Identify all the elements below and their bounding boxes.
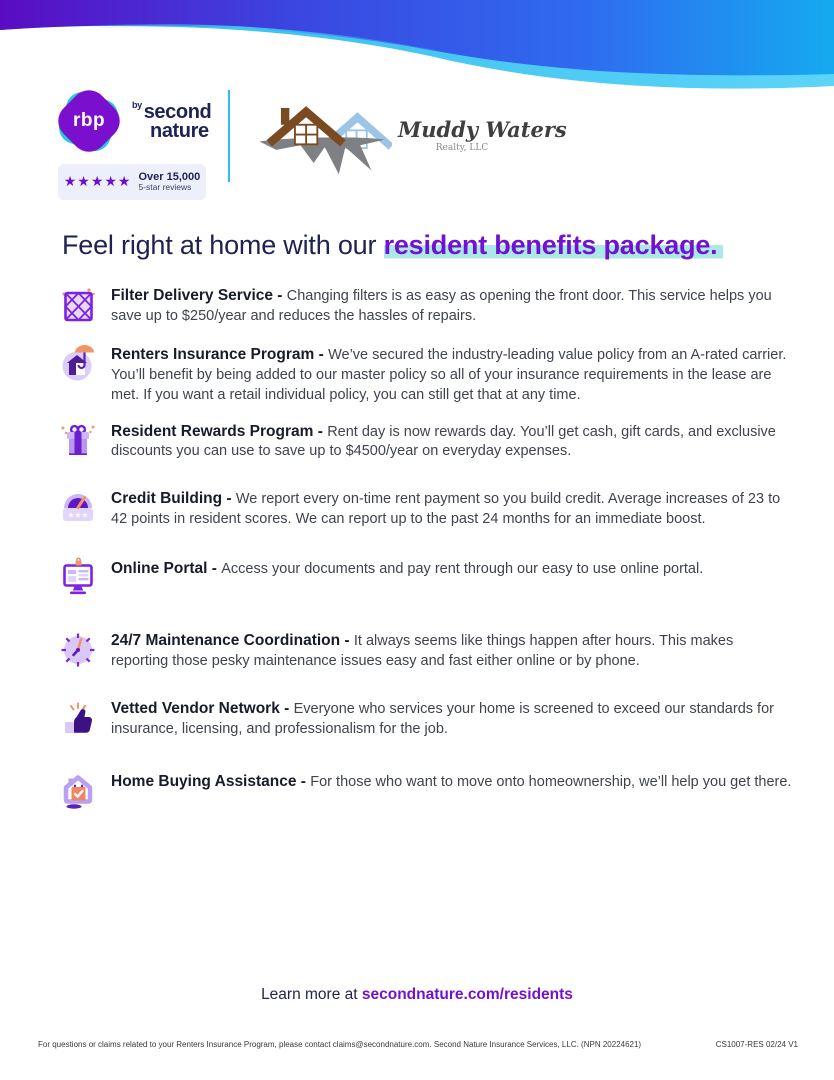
- benefit-title: Resident Rewards Program -: [111, 422, 328, 440]
- doc-code: CS1007-RES 02/24 V1: [715, 1040, 798, 1049]
- partner-subname: Realty, LLC: [435, 143, 489, 153]
- benefit-description: Changing filters is as easy as opening the front door. This service helps you save up to $250/year and reduces the hassles of repairs.: [111, 288, 772, 324]
- benefit-text: [111, 629, 794, 671]
- credit-gauge-icon: [58, 487, 98, 527]
- reviews-caption: 5-star reviews: [138, 182, 192, 193]
- benefit-text: [111, 697, 794, 739]
- benefit-text: [111, 487, 794, 529]
- benefit-title: Online Portal -: [111, 560, 222, 578]
- headline-highlight: resident benefits package.: [384, 230, 724, 260]
- reviews-count: Over 15,000: [138, 171, 201, 184]
- rbp-mark-icon: [58, 90, 120, 152]
- filter-icon: [58, 284, 98, 324]
- brand-line1: second: [143, 101, 212, 123]
- svg-text:★: ★: [81, 510, 89, 520]
- insurance-disclaimer: For questions or claims related to your Renters Insurance Program, please contact claims@secondnature.com. Second Nature Insurance Services, LLC. (NPN 20224621): [38, 1040, 642, 1049]
- benefit-title: Vetted Vendor Network -: [111, 699, 294, 717]
- logo-divider: [228, 90, 230, 182]
- header-wave-banner: [0, 0, 834, 100]
- learn-more-prefix: Learn more at: [261, 986, 362, 1003]
- benefit-online-portal: [58, 557, 794, 597]
- muddy-waters-houses-icon: [252, 88, 392, 182]
- umbrella-house-icon: [58, 343, 98, 383]
- svg-text:★: ★: [74, 510, 82, 520]
- benefit-description: We report every on-time rent payment so you build credit. Average increases of 23 to 42 points in resident scores. We can report up to the past 24 months for an immediate boost.: [111, 491, 781, 527]
- benefit-description: For those who want to move onto homeownership, we’ll help you get there.: [310, 774, 792, 791]
- benefit-description: We’ve secured the industry-leading value policy from an A-rated carrier. You’ll benefit by being added to our master policy so all of your insurance requirements in the lease are met. If you want a retail individual policy, you can still get that at any time.: [111, 347, 787, 403]
- benefit-title: Filter Delivery Service -: [111, 287, 287, 304]
- benefit-text: [111, 343, 794, 405]
- five-stars-icon: ★★★★★: [63, 174, 132, 190]
- headline-prefix: Feel right at home with our: [62, 230, 384, 260]
- maintenance-clock-icon: [58, 629, 98, 669]
- benefits-list: [58, 284, 794, 810]
- benefit-text: [111, 284, 794, 326]
- benefit-maintenance: [58, 629, 794, 671]
- thumbs-up-icon: [58, 697, 98, 737]
- benefit-vetted-vendors: [58, 697, 794, 739]
- benefit-title: Renters Insurance Program -: [111, 346, 329, 364]
- benefit-text: [111, 770, 791, 793]
- logo-row: [58, 88, 567, 200]
- home-check-icon: [58, 770, 98, 810]
- benefit-description: Access your documents and pay rent through our easy to use online portal.: [221, 561, 704, 578]
- benefit-credit-building: [58, 487, 794, 529]
- benefit-title: 24/7 Maintenance Coordination -: [111, 632, 354, 650]
- svg-text:★: ★: [67, 510, 75, 520]
- rbp-logo: [58, 88, 212, 200]
- footer: [38, 1040, 798, 1049]
- benefit-home-buying: [58, 770, 794, 810]
- brand-line2: nature: [150, 120, 209, 142]
- benefit-description: It always seems like things happen after hours. This makes reporting those pesky maintenance issues easy and fast either online or by phone.: [111, 633, 734, 670]
- benefit-filter-delivery: [58, 284, 794, 326]
- benefit-renters-insurance: [58, 343, 794, 405]
- page-title: [62, 230, 723, 261]
- benefit-text: [111, 420, 794, 462]
- benefit-text: [111, 557, 703, 580]
- online-portal-icon: [58, 557, 98, 597]
- partner-name: Muddy Waters: [398, 117, 567, 142]
- gift-icon: [58, 420, 98, 460]
- second-nature-wordmark: [132, 101, 211, 141]
- partner-logo: [252, 88, 567, 182]
- learn-more: [0, 986, 834, 1004]
- rbp-purple-shape: [51, 83, 127, 159]
- benefit-title: Credit Building -: [111, 490, 236, 508]
- rbp-logo-text: rbp: [72, 109, 106, 131]
- benefit-description: Rent day is now rewards day. You’ll get cash, gift cards, and exclusive discounts you can use to save up to $4500/year on everyday expenses.: [111, 423, 776, 460]
- by-label: by: [132, 100, 142, 110]
- benefit-title: Home Buying Assistance -: [111, 773, 311, 791]
- benefit-resident-rewards: [58, 420, 794, 462]
- reviews-badge: [58, 164, 206, 200]
- benefit-description: Everyone who services your home is screened to exceed our standards for insurance, licensing, and professionalism for the job.: [111, 700, 774, 737]
- residents-link[interactable]: secondnature.com/residents: [361, 986, 573, 1003]
